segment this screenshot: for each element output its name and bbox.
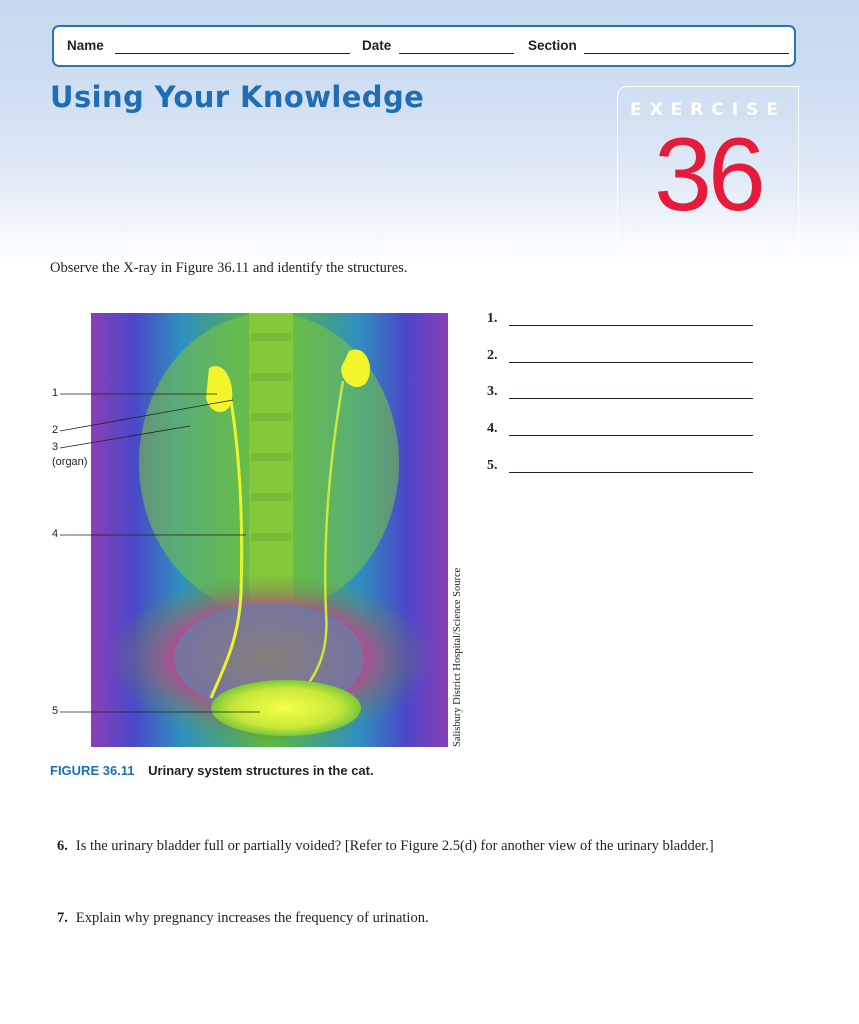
section-label: Section — [528, 38, 577, 53]
answer-number: 5. — [487, 458, 498, 473]
answer-number: 1. — [487, 311, 498, 326]
figure-number: FIGURE 36.11 — [50, 763, 135, 778]
intro-text: Observe the X-ray in Figure 36.11 and identify the structures. — [50, 260, 408, 276]
question-number: 6. — [57, 838, 68, 854]
label-3: 3 — [52, 441, 59, 453]
answer-number: 3. — [487, 384, 498, 399]
page-title: Using Your Knowledge — [50, 80, 425, 114]
answer-number: 2. — [487, 348, 498, 363]
exercise-number: 36 — [654, 117, 762, 233]
question-text: Is the urinary bladder full or partially voided? [Refer to Figure 2.5(d) for another view of the urinary bladder.] — [75, 838, 714, 854]
date-label: Date — [362, 38, 392, 53]
answer-row — [487, 421, 757, 441]
answer-number: 4. — [487, 421, 498, 436]
label-1: 1 — [52, 387, 59, 399]
image-credit: Salisbury District Hospital/Science Source — [452, 567, 463, 747]
label-4: 4 — [52, 528, 59, 540]
question-6 — [57, 838, 714, 855]
exercise-label: EXERCISE — [629, 100, 787, 120]
label-2: 2 — [52, 424, 59, 436]
figure-caption-text: Urinary system structures in the cat. — [148, 763, 374, 778]
answer-field[interactable] — [509, 325, 753, 326]
answer-field[interactable] — [509, 435, 753, 436]
answer-field[interactable] — [509, 398, 753, 399]
answer-field[interactable] — [509, 472, 753, 473]
label-5: 5 — [52, 705, 59, 717]
name-label: Name — [67, 38, 104, 53]
answer-field[interactable] — [509, 362, 753, 363]
answer-row — [487, 384, 757, 404]
question-text: Explain why pregnancy increases the frequency of urination. — [75, 910, 429, 926]
figure-caption — [50, 763, 374, 778]
label-organ: (organ) — [52, 456, 88, 468]
answer-row — [487, 311, 757, 331]
question-7 — [57, 910, 429, 927]
answer-row — [487, 348, 757, 368]
question-number: 7. — [57, 910, 68, 926]
answer-row — [487, 458, 757, 478]
